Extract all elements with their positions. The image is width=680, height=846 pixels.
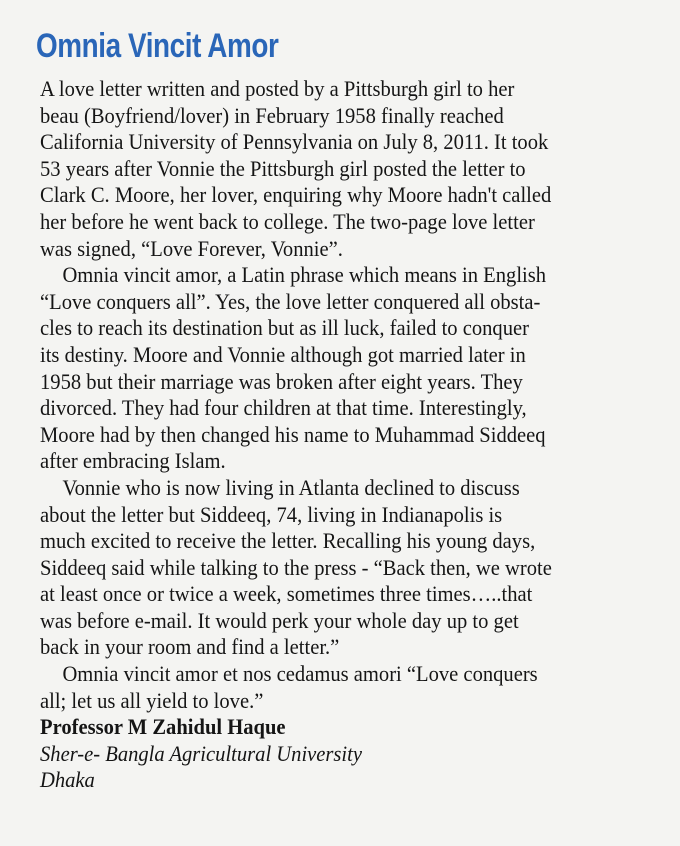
body-line: its destiny. Moore and Vonnie although got married later in [40, 341, 526, 367]
body-line: cles to reach its destination but as ill luck, failed to conquer [40, 315, 529, 341]
body-line: much excited to receive the letter. Recalling his young days, [40, 528, 536, 554]
article-body [40, 76, 680, 794]
body-line: Moore had by then changed his name to Muhammad Siddeeq [40, 421, 546, 447]
body-line: about the letter but Siddeeq, 74, living in Indianapolis is [40, 501, 503, 527]
author-city: Dhaka [40, 767, 95, 793]
body-line: was signed, “Love Forever, Vonnie”. [40, 235, 343, 261]
author-name: Professor M Zahidul Haque [40, 714, 286, 740]
body-line: Siddeeq said while talking to the press - “Back then, we wrote [40, 554, 552, 580]
article-title: Omnia Vincit Amor [36, 27, 279, 65]
body-line: “Love conquers all”. Yes, the love letter conquered all obsta- [40, 288, 541, 314]
body-line: Omnia vincit amor, a Latin phrase which means in English [62, 262, 547, 288]
body-line: back in your room and find a letter.” [40, 634, 340, 660]
body-line: A love letter written and posted by a Pittsburgh girl to her [40, 76, 515, 101]
body-line: Vonnie who is now living in Atlanta declined to discuss [62, 474, 520, 500]
body-line: 1958 but their marriage was broken after eight years. They [40, 368, 523, 394]
body-line: California University of Pennsylvania on July 8, 2011. It took [40, 129, 549, 155]
body-line: Omnia vincit amor et nos cedamus amori “Love conquers [62, 661, 538, 687]
body-line: at least once or twice a week, sometimes three times…..that [40, 581, 533, 607]
body-line: 53 years after Vonnie the Pittsburgh girl posted the letter to [40, 155, 526, 181]
body-line: beau (Boyfriend/lover) in February 1958 finally reached [40, 102, 504, 128]
body-line: after embracing Islam. [40, 448, 226, 474]
body-line: divorced. They had four children at that time. Interestingly, [40, 395, 527, 421]
body-line: was before e-mail. It would perk your whole day up to get [40, 607, 519, 633]
author-affiliation: Sher-e- Bangla Agricultural University [40, 740, 362, 766]
body-line: Clark C. Moore, her lover, enquiring why Moore hadn't called [40, 182, 552, 208]
body-line: her before he went back to college. The two-page love letter [40, 208, 535, 234]
body-line: all; let us all yield to love.” [40, 687, 264, 713]
